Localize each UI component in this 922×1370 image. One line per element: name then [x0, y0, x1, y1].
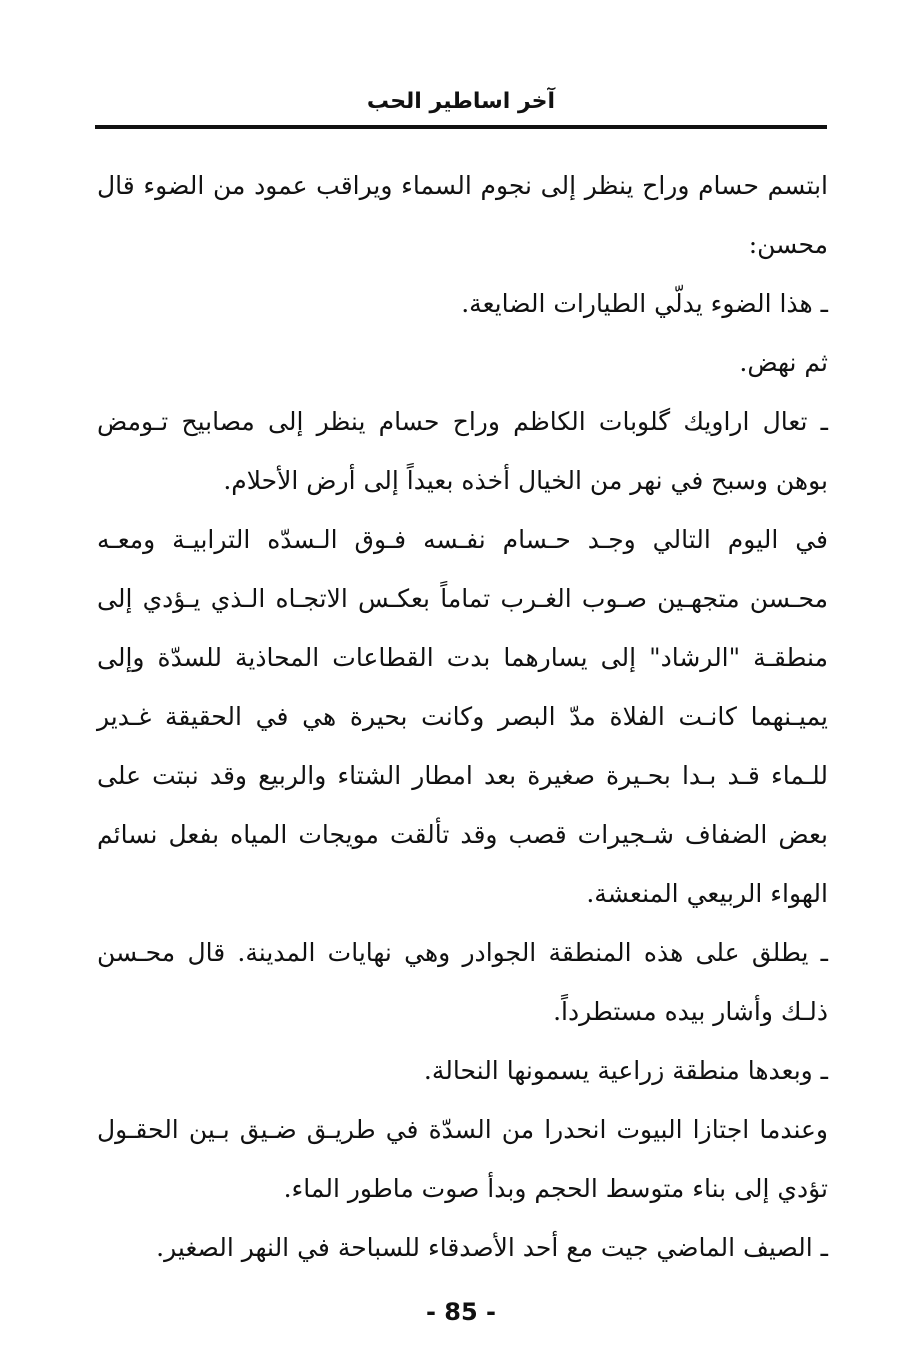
- dialogue-line: ـ وبعدها منطقة زراعية يسمونها النحالة.: [423, 1056, 828, 1085]
- header-divider: [95, 125, 827, 129]
- paragraph: في اليوم التالي وجـد حـسام نفـسه فـوق الـسدّه الترابيـة ومعـه محـسن متجهـين صـوب الغـرب تماماً بعكـس الاتجـاه الـذي يـؤدي إلى منطقـة "الرشاد" إلى يسارهما بدت القطاعات المحاذية للسدّة وإلى يميـنهما كانـت الفلاة مدّ البصر وكانت بحيرة هي في الحقيقة غـدير للـماء قـد بـدا بحـيرة صغيرة بعد امطار الشتاء والربيع وقد نبتت على بعض الضفاف شـجيرات قصب وقد تألقت مويجات المياه بفعل نسائم الهواء الربيعي المنعشة.: [97, 525, 828, 908]
- page-number: - 85 -: [425, 1298, 497, 1326]
- dialogue-line: ـ يطلق على هذه المنطقة الجوادر وهي نهايات المدينة. قال محـسن ذلـك وأشار بيده مستطرداً.: [97, 938, 828, 1026]
- dialogue-line: ـ الصيف الماضي جيت مع أحد الأصدقاء للسباحة في النهر الصغير.: [156, 1233, 828, 1262]
- paragraph: ابتسم حسام وراح ينظر إلى نجوم السماء ويراقب عمود من الضوء قال محسن:: [97, 171, 828, 259]
- paragraph: وعندما اجتازا البيوت انحدرا من السدّة في طريـق ضـيق بـين الحقـول تؤدي إلى بناء متوسط الحجم وبدأ صوت ماطور الماء.: [97, 1115, 828, 1203]
- paragraph: ثم نهض.: [739, 348, 828, 377]
- dialogue-line: ـ هذا الضوء يدلّي الطيارات الضايعة.: [461, 289, 828, 318]
- body-text: [97, 156, 828, 1277]
- running-header-title: آخر اساطير الحب: [366, 89, 556, 114]
- dialogue-line: ـ تعال اراويك گلوبات الكاظم وراح حسام ينظر إلى مصابيح تـومض بوهن وسبح في نهر من الخيال أخذه بعيداً إلى أرض الأحلام.: [97, 407, 828, 495]
